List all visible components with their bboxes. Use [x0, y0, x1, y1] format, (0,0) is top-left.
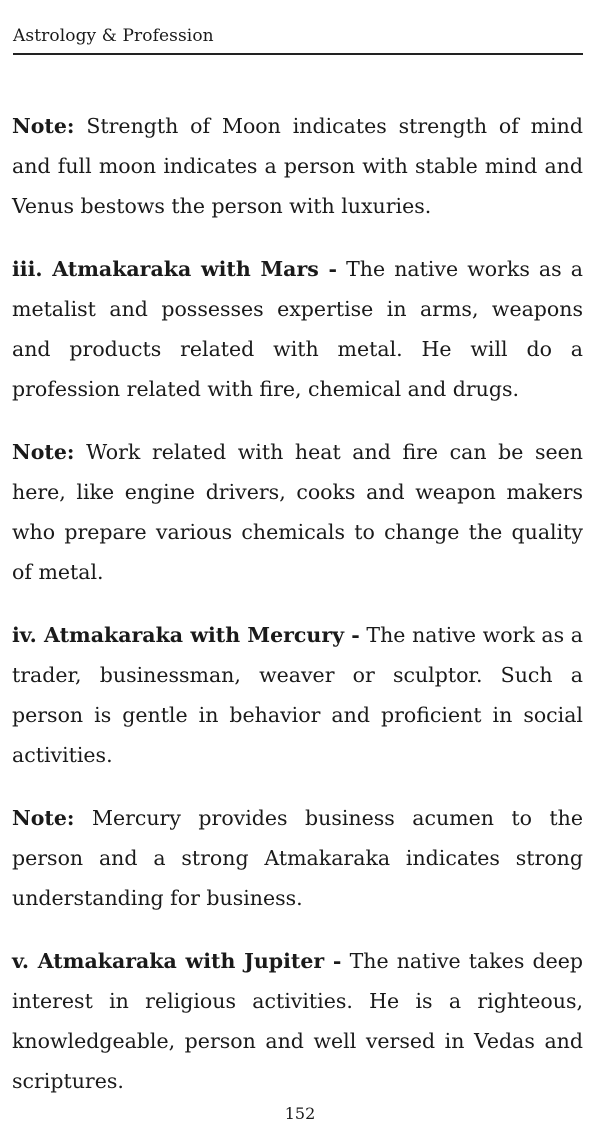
atmakaraka-mars	[12, 249, 583, 409]
body-text	[12, 106, 583, 1124]
note-heat-fire	[12, 432, 583, 592]
atmakaraka-mercury	[12, 615, 583, 775]
paragraph-text: Work related with heat and fire can be seen here, like engine drivers, cooks and weapon makers who prepare various chemicals to change the quality of metal.	[12, 440, 583, 584]
paragraph-text: The native takes deep interest in religious activities. He is a righteous, knowledgeable, person and well versed in Vedas and scriptures.	[12, 949, 583, 1093]
paragraph-lead: v. Atmakaraka with Jupiter -	[12, 949, 342, 973]
note-moon-venus	[12, 106, 583, 226]
paragraph-text: Strength of Moon indicates strength of mind and full moon indicates a person with stable mind and Venus bestows the person with luxuries.	[12, 114, 583, 218]
paragraph-lead: Note:	[12, 440, 75, 464]
page-number: 152	[284, 1104, 316, 1123]
header-rule	[13, 53, 583, 55]
paragraph-lead: Note:	[12, 806, 75, 830]
paragraph-lead: Note:	[12, 114, 75, 138]
paragraph-text: Mercury provides business acumen to the person and a strong Atmakaraka indicates strong understanding for business.	[12, 806, 583, 910]
atmakaraka-jupiter	[12, 941, 583, 1101]
note-mercury-business	[12, 798, 583, 918]
paragraph-text: The native works as a metalist and possesses expertise in arms, weapons and products related with metal. He will do a profession related with fire, chemical and drugs.	[12, 257, 583, 401]
running-header: Astrology & Profession	[13, 26, 214, 46]
paragraph-text: The native work as a trader, businessman, weaver or sculptor. Such a person is gentle in behavior and proficient in social activities.	[12, 623, 583, 767]
paragraph-lead: iii. Atmakaraka with Mars -	[12, 257, 338, 281]
paragraph-lead: iv. Atmakaraka with Mercury -	[12, 623, 360, 647]
